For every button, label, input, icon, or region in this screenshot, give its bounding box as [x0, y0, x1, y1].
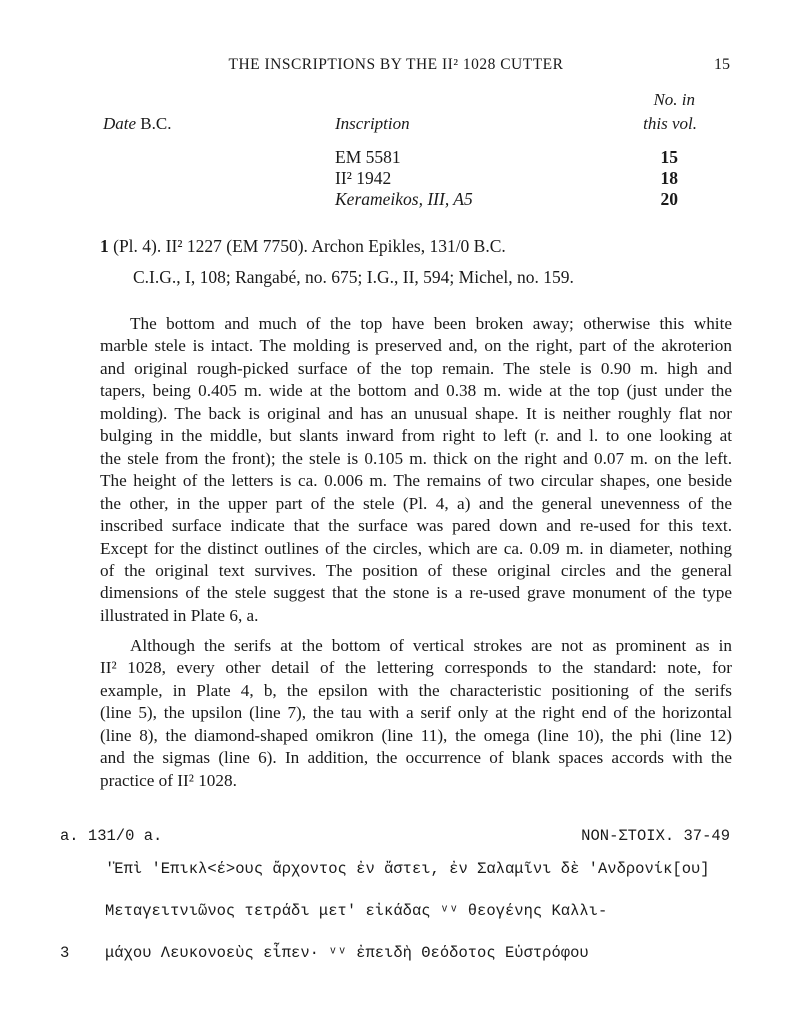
paragraph-line: illustrated in Plate 6, a.: [100, 605, 259, 625]
paragraph-line: dimensions of the stele suggest that the stone is a re-used grave monument of the type: [100, 583, 732, 603]
column-header-inscription: Inscription: [335, 114, 410, 133]
paragraph-line: inscribed surface indicate that the surface was pared down and re-used for this text.: [100, 516, 732, 536]
table-cell-inscription: II² 1942: [335, 168, 392, 188]
paragraph-line: the stele from the front); the stele is 0.105 m. thick on the right and 0.07 m. on the left.: [100, 448, 732, 468]
table-cell-number: 15: [660, 147, 678, 167]
paragraph-line: and the sigmas (line 6). In addition, the occurrence of blank spaces accords with the: [100, 748, 732, 768]
entry-number: 1: [100, 236, 109, 256]
date-suffix: B.C.: [140, 114, 172, 133]
table-cell-inscription: EM 5581: [335, 147, 401, 167]
greek-line: 'Ἐπὶ 'Επικλ<έ>ους ἄρχοντος ἐν ἄστει, ἐν Σαλαμῖνι δὲ 'Ανδρονίκ[ου]: [105, 860, 710, 878]
paragraph-line: The height of the letters is ca. 0.006 m. The remains of two circular shapes, one beside: [100, 471, 732, 491]
text-format: NON-ΣΤΟΙΧ. 37-49: [581, 827, 730, 845]
running-title: THE INSCRIPTIONS BY THE II² 1028 CUTTER: [228, 56, 564, 73]
table-cell-number: 20: [660, 189, 678, 209]
column-header-number-line2: this vol.: [643, 114, 697, 133]
column-header-number-line1: No. in: [653, 90, 695, 109]
table-cell-inscription: Kerameikos, III, A5: [335, 189, 473, 209]
paragraph-line: and original rough-picked surface of the top remain. The stele is 0.90 m. high and: [100, 358, 732, 378]
page-number: 15: [714, 56, 730, 73]
entry-bibliography: C.I.G., I, 108; Rangabé, no. 675; I.G., II, 594; Michel, no. 159.: [133, 267, 574, 287]
paragraph-line: tapers, being 0.405 m. wide at the bottom and 0.38 m. wide at the top (just under the: [100, 381, 732, 401]
greek-line: μάχου Λευκονοεὺς εἶπεν· ᵛᵛ ἐπειδὴ Θεόδοτος Εὐστρόφου: [105, 944, 589, 962]
paragraph-line: (line 5), the upsilon (line 7), the tau with a serif only at the right end of the horizontal: [100, 703, 732, 723]
paragraph-line: marble stele is intact. The molding is preserved and, on the right, part of the akroterion: [100, 336, 732, 356]
line-number: 3: [60, 944, 70, 962]
text-label: a. 131/0 a.: [60, 827, 163, 845]
paragraph-line: molding). The back is original and has an unusual shape. It is neither roughly flat nor: [100, 403, 732, 423]
paragraph-line: example, in Plate 4, b, the epsilon with the characteristic positioning of the serifs: [100, 680, 732, 700]
paragraph-line: of the original text survives. The position of these original circles and the general: [100, 560, 732, 580]
paragraph-line: bulging in the middle, but slants inward from right to left (r. and l. to one looking at: [100, 426, 732, 446]
paragraph-line: Except for the distinct outlines of the circles, which are ca. 0.09 m. in diameter, nothing: [100, 538, 732, 558]
date-label: Date: [103, 114, 137, 133]
paragraph-line: II² 1028, every other detail of the lettering corresponds to the standard: note, for: [100, 658, 732, 678]
table-cell-number: 18: [660, 168, 678, 188]
greek-line: Μεταγειτνιῶνος τετράδι μετ' εἰκάδας ᵛᵛ θεογένης Καλλι-: [105, 902, 608, 920]
paragraph-line: Although the serifs at the bottom of vertical strokes are not as prominent as in: [130, 636, 732, 655]
entry-heading-text: (Pl. 4). II² 1227 (EM 7750). Archon Epikles, 131/0 B.C.: [113, 236, 506, 256]
paragraph-line: The bottom and much of the top have been broken away; otherwise this white: [130, 314, 732, 333]
entry-heading: [100, 236, 506, 257]
paragraph-line: practice of II² 1028.: [100, 770, 237, 790]
paragraph-line: (line 8), the diamond-shaped omikron (line 11), the omega (line 10), the phi (line 12): [100, 725, 732, 745]
paragraph-line: the other, in the upper part of the stele (Pl. 4, a) and the general unevenness of the: [100, 493, 732, 513]
column-header-date: [103, 114, 171, 134]
